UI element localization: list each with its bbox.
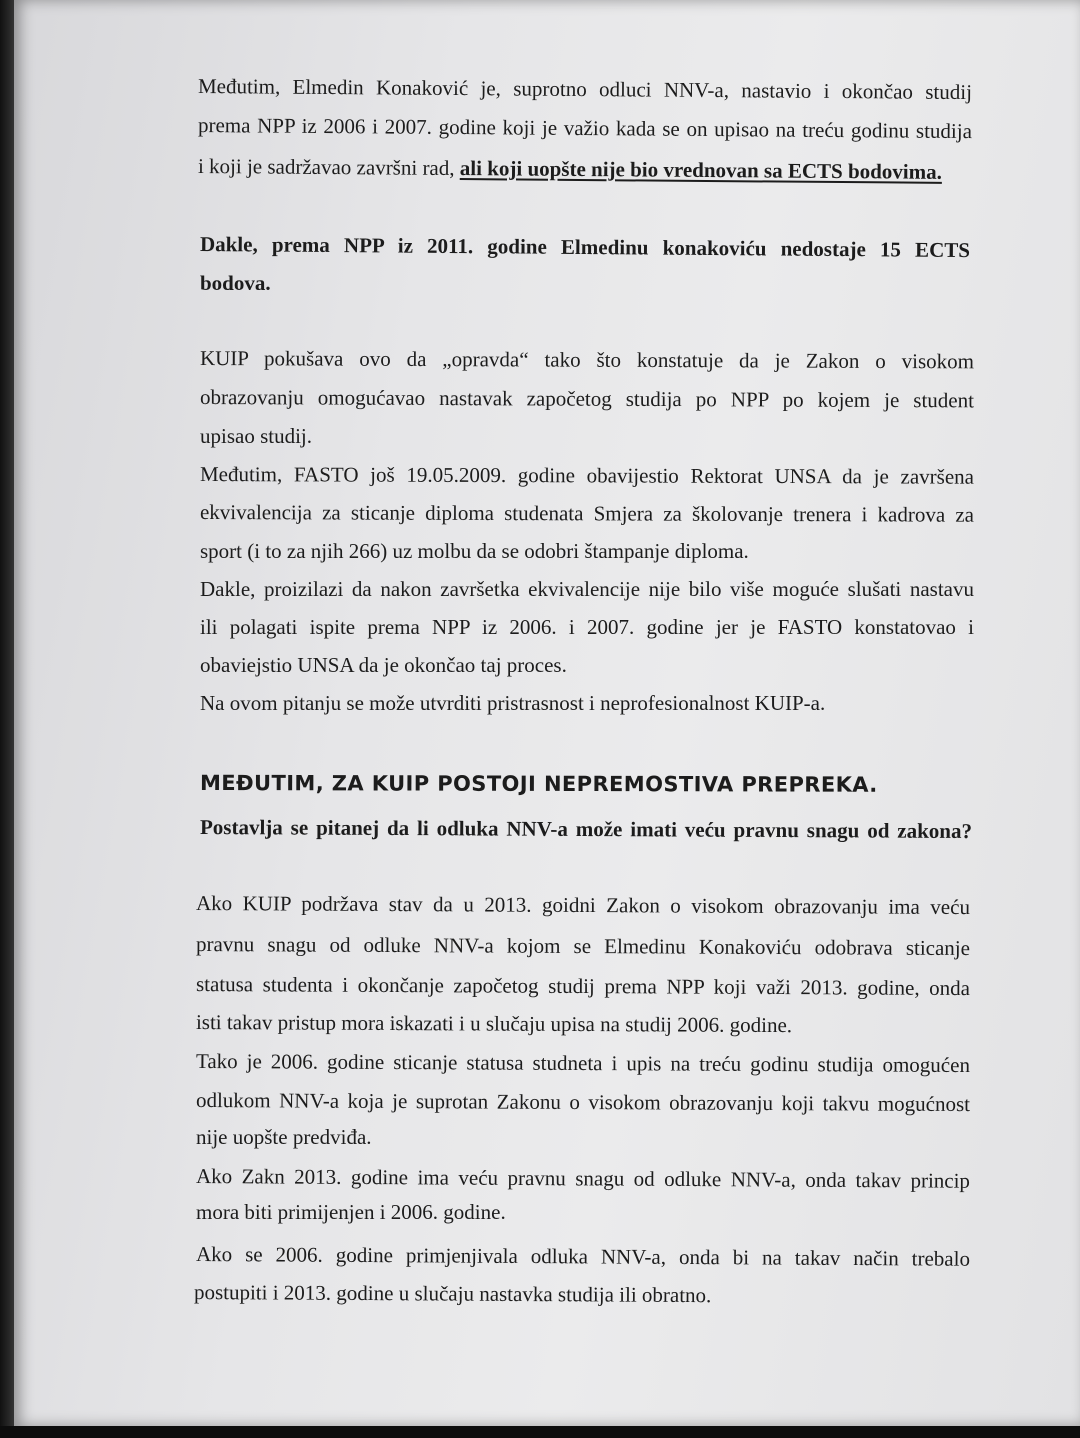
- section-heading: MEĐUTIM, ZA KUIP POSTOJI NEPREMOSTIVA PREPREKA.: [199, 771, 878, 797]
- paragraph-line: Ako Zakn 2013. godine ima veću pravnu snagu od odluke NNV-a, onda takav princip: [195, 1164, 971, 1193]
- paragraph-line: mora biti primijenjen i 2006. godine.: [196, 1200, 506, 1224]
- paragraph-line: obrazovanju omogućavao nastavak započetog studija po NPP po kojem je student: [199, 385, 975, 413]
- paragraph-line: Dakle, proizilazi da nakon završetka ekvivalencije nije bilo više moguće slušati nastavu: [200, 577, 974, 601]
- paragraph-line: pravnu snagu od odluke NNV-a kojom se Elmedinu Konakoviću odobrava sticanje: [195, 932, 971, 961]
- paragraph-line: Međutim, FASTO još 19.05.2009. godine obavijestio Rektorat UNSA da je završena: [199, 462, 975, 489]
- paragraph-line: isti takav pristup mora iskazati i u slučaju upisa na studij 2006. godine.: [195, 1010, 793, 1038]
- paragraph-line: Na ovom pitanju se može utvrditi pristrasnost i neprofesionalnost KUIP-a.: [200, 691, 826, 715]
- paragraph-line: ekvivalencija za sticanje diploma studenata Smjera za školovanje trenera i kadrova za: [199, 500, 975, 527]
- document-text: [184, 0, 974, 1438]
- paragraph-line: [198, 154, 972, 185]
- paragraph-line: Tako je 2006. godine sticanje statusa studneta i upis na treću godinu studija omogućen: [195, 1049, 971, 1078]
- paragraph-line: postupiti i 2013. godine u slučaju nastavka studija ili obratno.: [193, 1280, 712, 1308]
- paragraph-line: obaviejstio UNSA da je okončao taj proces.: [200, 653, 567, 677]
- paragraph-line: upisao studij.: [200, 424, 313, 448]
- paragraph-line: prema NPP iz 2006 i 2007. godine koji je važio kada se on upisao na treću godinu studija: [197, 113, 973, 144]
- paragraph-line: Dakle, prema NPP iz 2011. godine Elmedinu konakoviću nedostaje 15 ECTS: [199, 232, 971, 263]
- paragraph-line: odlukom NNV-a koja je suprotan Zakonu o visokom obrazovanju koji takvu mogućnost: [195, 1088, 971, 1117]
- emphasized-text: ali koji uopšte nije bio vrednovan sa ECTS bodovima.: [459, 156, 943, 184]
- paragraph-line: bodova.: [200, 271, 271, 295]
- paragraph-line: Međutim, Elmedin Konaković je, suprotno odluci NNV-a, nastavio i okončao studij: [197, 74, 973, 105]
- photo-bottom-edge: [0, 1426, 1080, 1438]
- question-line: Postavlja se pitanej da li odluka NNV-a može imati veću pravnu snagu od zakona?: [199, 815, 973, 844]
- paragraph-line: nije uopšte predviđa.: [196, 1125, 372, 1149]
- paragraph-line: Ako KUIP podržava stav da u 2013. goidni Zakon o visokom obrazovanju ima veću: [195, 891, 971, 920]
- paragraph-line: sport (i to za njih 266) uz molbu da se odobri štampanje diploma.: [200, 539, 749, 563]
- paragraph-line: KUIP pokušava ovo da „opravda“ tako što konstatuje da je Zakon o visokom: [199, 346, 975, 374]
- paragraph-line: Ako se 2006. godine primjenjivala odluka NNV-a, onda bi na takav način trebalo: [195, 1242, 971, 1271]
- paragraph-line: statusa studenta i okončanje započetog studij prema NPP koji važi 2013. godine, onda: [195, 972, 971, 1001]
- paragraph-line: ili polagati ispite prema NPP iz 2006. i 2007. godine jer je FASTO konstatovao i: [200, 615, 974, 639]
- paragraph-text: i koji je sadržavao završni rad,: [197, 154, 460, 181]
